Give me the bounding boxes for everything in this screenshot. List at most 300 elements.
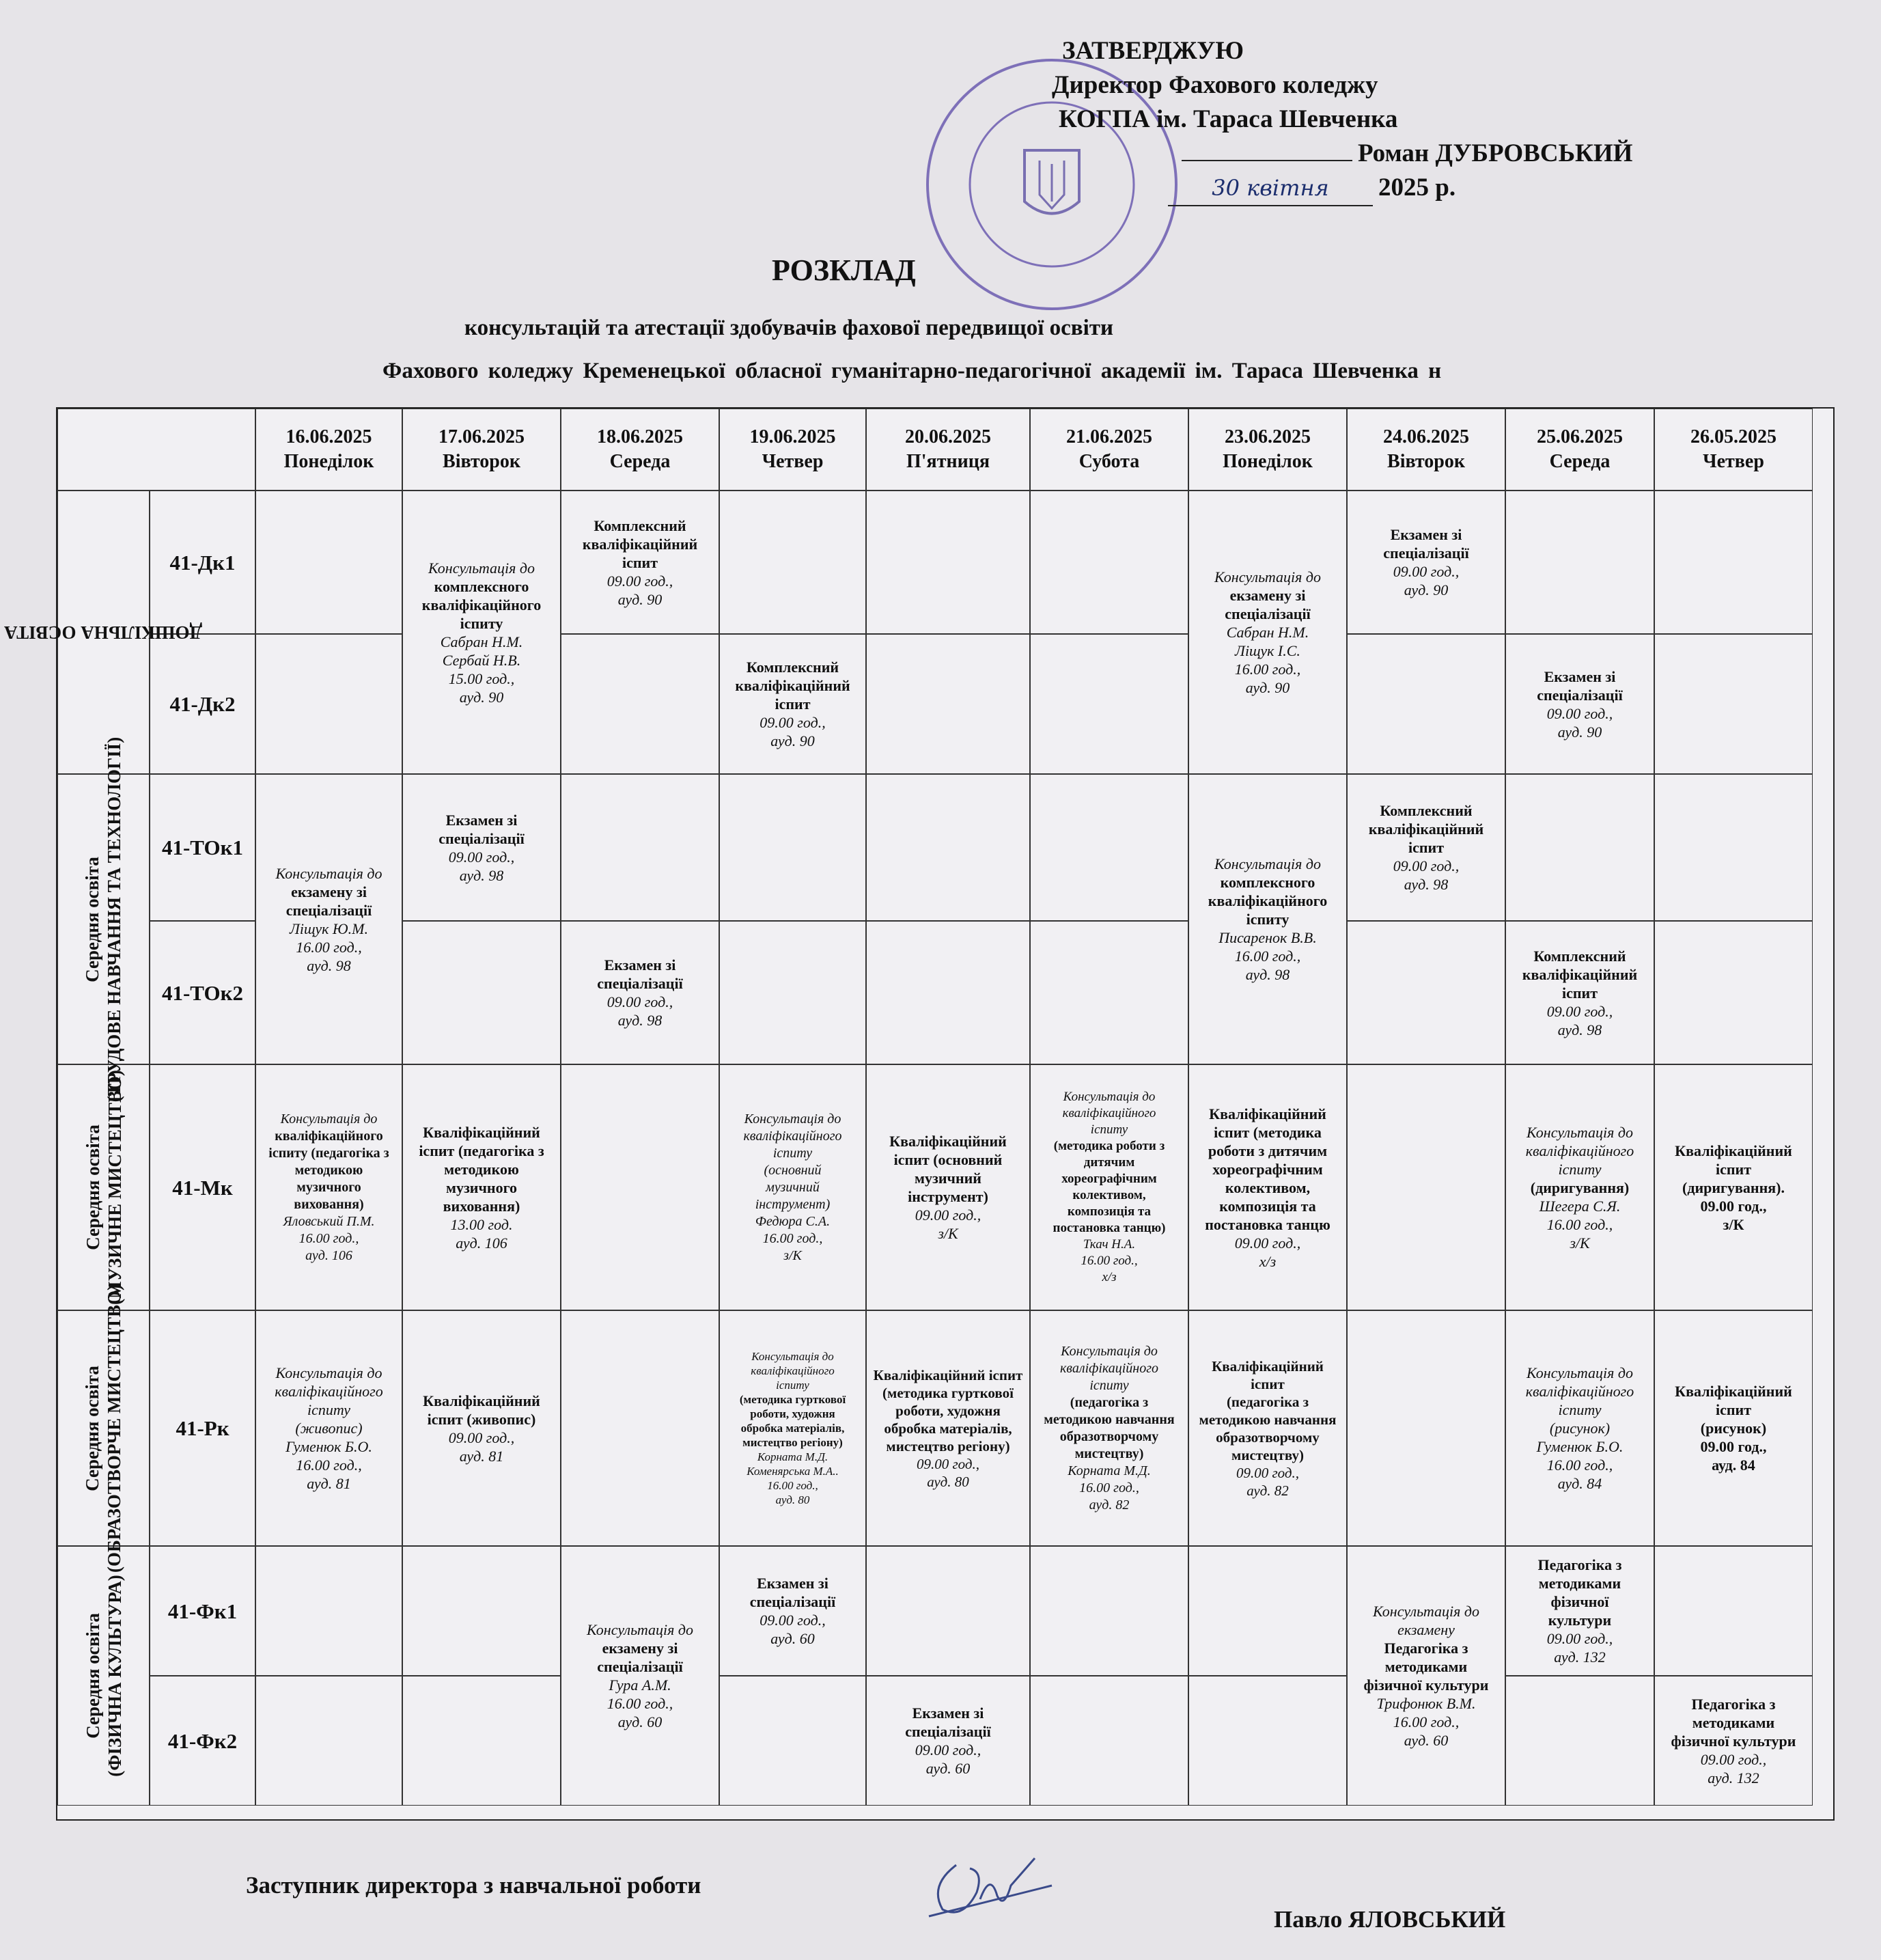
date-header: 26.05.2025 Четвер (1654, 409, 1813, 491)
empty-cell (1030, 774, 1188, 921)
event-line: спеціалізації (749, 1593, 836, 1610)
schedule-event (719, 1546, 866, 1676)
empty-cell (1654, 774, 1813, 921)
event-line: (диригування). (1682, 1178, 1785, 1196)
event-line: мистецтву) (1231, 1446, 1304, 1463)
event-line: колективом, (1225, 1178, 1311, 1196)
event-line: іспит (основний (893, 1151, 1003, 1168)
event-line: 09.00 год., (1700, 1197, 1767, 1215)
schedule-event (1188, 774, 1347, 1064)
schedule-event (402, 1310, 561, 1546)
event-line: Кваліфікаційний (1675, 1142, 1792, 1159)
event-line: Консультація до (280, 1111, 378, 1127)
empty-cell (1505, 1676, 1654, 1806)
event-line: екзамену зі (1229, 587, 1306, 604)
event-line: ауд. 98 (459, 866, 504, 884)
footer-name: Павло ЯЛОВСЬКИЙ (1274, 1906, 1506, 1933)
event-line: Писаренок В.В. (1218, 929, 1317, 946)
event-line: (педагогіка з (1226, 1393, 1309, 1410)
event-line: 16.00 год., (296, 938, 362, 956)
schedule-event (866, 1676, 1030, 1806)
event-line: х/з (1102, 1270, 1117, 1284)
event-line: іспит (1408, 839, 1445, 856)
event-line: ауд. 82 (1246, 1482, 1289, 1499)
event-line: Консультація до (1061, 1343, 1158, 1359)
event-line: Консультація до (1214, 855, 1321, 872)
event-line: Кваліфікаційний (889, 1133, 1007, 1150)
event-line: 16.00 год., (767, 1479, 818, 1492)
event-line: кваліфікаційного (751, 1364, 835, 1377)
empty-cell (402, 1676, 561, 1806)
event-line: іспит (775, 695, 811, 713)
group-label: 41-ТОк2 (150, 921, 255, 1064)
empty-cell (1505, 774, 1654, 921)
event-line: спеціалізації (1537, 686, 1623, 704)
schedule-event (719, 1310, 866, 1546)
event-line: колективом, (1072, 1188, 1146, 1202)
empty-cell (1030, 1676, 1188, 1806)
event-line: 09.00 год., (915, 1741, 981, 1758)
event-line: комплексного (434, 577, 529, 595)
schedule-event (866, 1310, 1030, 1546)
event-line: іспиту (педагогіка з (268, 1145, 389, 1161)
event-line: (методика гурткової (882, 1384, 1014, 1401)
approval-heading: ЗАТВЕРДЖУЮ (1062, 37, 1244, 65)
event-line: Консультація до (275, 1364, 382, 1381)
event-line: 16.00 год., (1546, 1457, 1613, 1474)
event-line: композиція та (1067, 1204, 1152, 1219)
event-line: (рисунок) (1549, 1420, 1611, 1437)
date-header: 17.06.2025 Вівторок (402, 409, 561, 491)
title-institution: Фахового коледжу Кременецької обласної гуманітарно-педагогічної академії ім. Тараса Шевченка н (382, 359, 1442, 383)
empty-cell (1654, 921, 1813, 1064)
event-line: кваліфікаційного (275, 1128, 383, 1144)
event-line: Консультація до (744, 1111, 841, 1127)
event-line: іспит (живопис) (427, 1410, 536, 1428)
event-line: Ліщук І.С. (1235, 642, 1300, 659)
event-line: ауд. 90 (1404, 581, 1449, 598)
event-line: обробка матеріалів, (740, 1422, 845, 1435)
empty-cell (719, 774, 866, 921)
group-label: 41-Фк2 (150, 1676, 255, 1806)
event-line: кваліфікаційного (1525, 1383, 1634, 1400)
event-line: Екзамен зі (445, 811, 518, 829)
event-line: іспиту (460, 614, 503, 632)
schedule-event (1347, 774, 1505, 921)
signature (915, 1845, 1065, 1927)
specialty-label: Середня освіта (ТРУДОВЕ НАВЧАННЯ ТА ТЕХНОЛОГІЇ) (57, 774, 150, 1064)
specialty-label: Середня освіта (ОБРАЗОТВОРЧЕ МИСТЕЦТВО) (57, 1310, 150, 1546)
event-line: іспит (методика (1214, 1123, 1322, 1141)
event-line: ауд. 132 (1708, 1769, 1759, 1786)
approval-day: 30 квітня (1168, 171, 1373, 206)
schedule-event (255, 1310, 402, 1546)
event-line: Сабран Н.М. (1226, 624, 1309, 641)
event-line: Кваліфікаційний (423, 1123, 540, 1141)
specialty-label: Середня освіта (МУЗИЧНЕ МИСТЕЦТВО) (57, 1064, 150, 1310)
specialty-label: ДОШКІЛЬНА ОСВІТА (57, 491, 150, 774)
empty-cell (255, 1546, 402, 1676)
empty-cell (866, 1546, 1030, 1676)
schedule-event (402, 1064, 561, 1310)
schedule-event (866, 1064, 1030, 1310)
event-line: ауд. 84 (1712, 1457, 1755, 1474)
title-subtitle: консультацій та атестації здобувачів фахової передвищої освіти (464, 316, 1113, 340)
event-line: іспиту (307, 1401, 350, 1418)
event-line: 09.00 год., (1700, 1750, 1767, 1768)
event-line: кваліфікаційного (421, 596, 542, 613)
event-line: Корната М.Д. (757, 1450, 828, 1463)
event-line: музичного (296, 1179, 361, 1195)
date-header: 25.06.2025 Середа (1505, 409, 1654, 491)
schedule-event (255, 1064, 402, 1310)
event-line: кваліфікаційний (1368, 820, 1484, 838)
approval-date-line (1031, 171, 1646, 206)
event-line: іспиту (1090, 1122, 1128, 1137)
event-line: іспиту (1558, 1160, 1602, 1178)
event-line: хореографічним (1212, 1160, 1323, 1178)
schedule-event (719, 634, 866, 774)
event-line: кваліфікаційний (582, 535, 698, 553)
group-label: 41-Дк2 (150, 634, 255, 774)
event-line: Консультація до (1063, 1090, 1156, 1104)
event-line: (основний (764, 1162, 822, 1178)
schedule-event (1188, 1310, 1347, 1546)
empty-cell (561, 1064, 719, 1310)
event-line: 09.00 год., (915, 1206, 981, 1224)
event-line: іспит (1561, 984, 1598, 1002)
event-line: 09.00 год., (448, 1428, 515, 1446)
event-line: іспит (1715, 1401, 1752, 1418)
event-line: кваліфікаційний (1522, 965, 1638, 983)
event-line: іспит (1715, 1160, 1752, 1178)
event-line: фізичної (1550, 1593, 1609, 1610)
empty-cell (1654, 491, 1813, 634)
event-line: постановка танцю) (1053, 1221, 1166, 1235)
event-line: виховання) (443, 1197, 520, 1215)
event-line: 09.00 год., (1234, 1234, 1301, 1252)
approval-signature-line (1031, 137, 1646, 171)
event-line: образотворчому (1059, 1428, 1159, 1444)
event-line: музичного (445, 1178, 518, 1196)
schedule-event (1188, 491, 1347, 774)
event-line: мистецтву) (1074, 1446, 1144, 1461)
event-line: 09.00 год., (1546, 704, 1613, 722)
event-line: Екзамен зі (912, 1704, 984, 1722)
event-line: Консультація до (587, 1621, 693, 1638)
event-line: Екзамен зі (1544, 667, 1616, 685)
event-line: 16.00 год., (1234, 948, 1301, 965)
event-line: 09.00 год., (1546, 1630, 1613, 1647)
approval-position: Директор Фахового коледжу (1052, 71, 1378, 99)
empty-cell (561, 774, 719, 921)
event-line: спеціалізації (1383, 544, 1469, 562)
empty-cell (1188, 1676, 1347, 1806)
event-line: ауд. 60 (770, 1630, 815, 1647)
event-line: спеціалізації (597, 975, 683, 992)
event-line: 16.00 год., (1079, 1480, 1139, 1495)
event-line: спеціалізації (1225, 605, 1311, 622)
event-line: методиками (1384, 1658, 1468, 1675)
empty-cell (1347, 1310, 1505, 1546)
approval-block (1031, 34, 1646, 206)
schedule-table (4, 407, 1835, 1821)
schedule-event (1347, 491, 1505, 634)
schedule-event (402, 774, 561, 921)
title-main: РОЗКЛАД (772, 253, 916, 287)
event-line: культури (1548, 1612, 1612, 1629)
event-line: Екзамен зі (604, 956, 676, 974)
event-line: з/К (938, 1225, 958, 1242)
empty-cell (866, 774, 1030, 921)
schedule-event (1347, 1546, 1505, 1806)
empty-cell (866, 921, 1030, 1064)
approval-name: Роман ДУБРОВСЬКИЙ (1358, 139, 1633, 167)
event-line: Кваліфікаційний іспит (873, 1366, 1023, 1383)
event-line: іспит (1251, 1375, 1285, 1392)
event-line: Комплексний (594, 516, 686, 534)
date-header: 18.06.2025 Середа (561, 409, 719, 491)
event-line: Яловський П.М. (283, 1213, 375, 1229)
event-line: (методика гурткової (739, 1393, 846, 1406)
event-line: кваліфікаційного (1059, 1360, 1159, 1376)
event-line: 09.00 год., (1700, 1438, 1767, 1455)
event-line: 09.00 год., (607, 993, 673, 1010)
empty-cell (719, 1676, 866, 1806)
empty-cell (866, 634, 1030, 774)
event-line: спеціалізації (285, 901, 372, 919)
empty-cell (1347, 634, 1505, 774)
event-line: Консультація до (275, 864, 382, 882)
event-line: Екзамен зі (757, 1575, 828, 1592)
event-line: (живопис) (295, 1420, 363, 1437)
footer-position: Заступник директора з навчальної роботи (246, 1872, 701, 1899)
event-line: екзамену (1397, 1621, 1455, 1638)
event-line: виховання) (294, 1196, 364, 1212)
schedule-event (561, 1546, 719, 1806)
event-line: ауд. 80 (775, 1493, 810, 1506)
event-line: іспит (педагогіка з (419, 1142, 544, 1159)
event-line: Консультація до (1214, 568, 1321, 585)
event-line: 09.00 год., (1546, 1002, 1613, 1020)
event-line: ауд. 80 (927, 1473, 969, 1490)
event-line: з/К (783, 1247, 802, 1263)
event-line: методикою (444, 1160, 519, 1178)
event-line: з/К (1723, 1215, 1744, 1233)
event-line: методиками (1692, 1713, 1775, 1731)
empty-cell (255, 1676, 402, 1806)
schedule-event (719, 1064, 866, 1310)
event-line: іспиту (772, 1145, 813, 1161)
empty-cell (1505, 491, 1654, 634)
date-header: 19.06.2025 Четвер (719, 409, 866, 491)
schedule-event (561, 921, 719, 1064)
schedule-event (1505, 921, 1654, 1064)
event-line: ауд. 98 (307, 956, 351, 974)
event-line: композиція та (1219, 1197, 1316, 1215)
event-line: спеціалізації (905, 1723, 991, 1740)
event-line: ауд. 98 (1404, 876, 1449, 893)
event-line: 09.00 год., (760, 714, 826, 731)
event-line: ауд. 90 (459, 688, 504, 706)
event-line: Кваліфікаційний (1209, 1105, 1326, 1122)
group-label: 41-Дк1 (150, 491, 255, 634)
event-line: Гура А.М. (609, 1676, 671, 1694)
event-line: ауд. 98 (617, 1012, 663, 1029)
event-line: 09.00 год., (448, 848, 515, 866)
empty-cell (719, 921, 866, 1064)
event-line: іспиту (776, 1379, 809, 1392)
event-line: кваліфікаційного (1525, 1142, 1634, 1159)
event-line: музичний (766, 1179, 820, 1195)
schedule-event (255, 774, 402, 1064)
event-line: Шегера С.Я. (1539, 1197, 1621, 1215)
empty-cell (1188, 1546, 1347, 1676)
event-line: ауд. 106 (305, 1247, 352, 1263)
event-line: фізичної культури (1363, 1676, 1489, 1694)
event-line: екзамену зі (602, 1640, 678, 1657)
empty-cell (1654, 634, 1813, 774)
schedule-event (1654, 1676, 1813, 1806)
event-line: Трифонюк В.М. (1376, 1695, 1476, 1712)
event-line: хореографічним (1061, 1172, 1157, 1186)
date-header: 23.06.2025 Понеділок (1188, 409, 1347, 491)
date-header: 24.06.2025 Вівторок (1347, 409, 1505, 491)
date-header: 21.06.2025 Субота (1030, 409, 1188, 491)
empty-cell (561, 1310, 719, 1546)
event-line: дитячим (1083, 1155, 1135, 1170)
event-line: Кваліфікаційний (1212, 1357, 1324, 1375)
event-line: обробка матеріалів, (884, 1420, 1012, 1437)
event-line: 13.00 год. (450, 1215, 513, 1233)
event-line: 16.00 год., (1393, 1713, 1460, 1730)
group-label: 41-Рк (150, 1310, 255, 1546)
empty-cell (1030, 491, 1188, 634)
empty-cell (402, 921, 561, 1064)
schedule-event (1505, 1064, 1654, 1310)
empty-cell (1030, 921, 1188, 1064)
date-header: 20.06.2025 П'ятниця (866, 409, 1030, 491)
event-line: ауд. 90 (1557, 723, 1602, 741)
event-line: Комплексний (1533, 947, 1626, 965)
event-line: роботи, художня (895, 1402, 1001, 1419)
event-line: ауд. 60 (1404, 1732, 1449, 1749)
event-line: екзамену зі (291, 883, 367, 900)
event-line: (методика роботи з (1053, 1139, 1165, 1153)
event-line: ауд. 90 (1245, 679, 1290, 696)
event-line: з/К (1570, 1234, 1590, 1252)
event-line: ауд. 106 (456, 1234, 507, 1252)
event-line: Консультація до (751, 1350, 834, 1363)
event-line: Корната М.Д. (1068, 1463, 1151, 1478)
empty-cell (719, 491, 866, 634)
group-label: 41-ТОк1 (150, 774, 255, 921)
event-line: образотворчому (1216, 1428, 1320, 1446)
specialty-label: Середня освіта (ФІЗИЧНА КУЛЬТУРА) (57, 1546, 150, 1806)
empty-cell (561, 634, 719, 774)
event-line: Консультація до (1527, 1123, 1633, 1141)
header-corner (57, 409, 255, 491)
event-line: 16.00 год., (296, 1457, 362, 1474)
schedule-event (1505, 634, 1654, 774)
event-line: 09.00 год., (760, 1612, 826, 1629)
empty-cell (1347, 1064, 1505, 1310)
schedule-event (1030, 1064, 1188, 1310)
event-line: 16.00 год., (298, 1230, 359, 1246)
schedule-event (1505, 1310, 1654, 1546)
group-label: 41-Мк (150, 1064, 255, 1310)
empty-cell (866, 491, 1030, 634)
event-line: іспиту (1089, 1377, 1129, 1393)
empty-cell (255, 634, 402, 774)
event-line: постановка танцю (1205, 1215, 1330, 1233)
event-line: методикою навчання (1044, 1411, 1175, 1427)
event-line: Екзамен зі (1390, 526, 1462, 543)
schedule-event (1188, 1064, 1347, 1310)
event-line: роботи, художня (750, 1407, 835, 1420)
empty-cell (1030, 634, 1188, 774)
event-line: х/з (1259, 1252, 1277, 1270)
event-line: Педагогіка з (1691, 1695, 1776, 1713)
event-line: ауд. 90 (617, 590, 663, 608)
empty-cell (1347, 921, 1505, 1064)
event-line: Комплексний (1380, 802, 1473, 819)
schedule-event (561, 491, 719, 634)
event-line: Кваліфікаційний (1675, 1383, 1792, 1400)
empty-cell (402, 1546, 561, 1676)
schedule-event (1654, 1310, 1813, 1546)
group-label: 41-Фк1 (150, 1546, 255, 1676)
event-line: кваліфікаційний (735, 677, 850, 694)
event-line: спеціалізації (597, 1658, 683, 1675)
event-line: іспиту (1558, 1401, 1602, 1418)
event-line: Ліщук Ю.М. (290, 920, 368, 937)
event-line: методиками (1538, 1575, 1621, 1592)
event-line: Педагогіка з (1537, 1556, 1622, 1573)
event-line: Кваліфікаційний (423, 1392, 540, 1409)
event-line: ауд. 60 (925, 1760, 971, 1777)
event-line: методикою (294, 1162, 363, 1178)
event-line: 16.00 год., (607, 1695, 673, 1712)
event-line: ауд. 98 (1557, 1021, 1602, 1038)
event-line: Консультація до (428, 559, 535, 577)
event-line: Сабран Н.М. (440, 633, 523, 650)
event-line: 09.00 год., (1236, 1464, 1300, 1481)
event-line: інструмент) (755, 1196, 831, 1212)
schedule-event (1505, 1546, 1654, 1676)
approval-year: 2025 р. (1378, 174, 1456, 202)
event-line: ауд. 81 (459, 1447, 504, 1465)
event-line: музичний (915, 1170, 981, 1187)
event-line: 09.00 год., (916, 1455, 980, 1472)
event-line: Коменярська М.А.. (747, 1465, 839, 1478)
event-line: Сербай Н.В. (442, 651, 521, 669)
empty-cell (1030, 1546, 1188, 1676)
event-line: 09.00 год., (607, 572, 673, 590)
event-line: ауд. 132 (1554, 1648, 1606, 1666)
event-line: Педагогіка з (1384, 1640, 1468, 1657)
schedule-event (1030, 1310, 1188, 1546)
event-line: 09.00 год., (1393, 563, 1460, 580)
event-line: (педагогіка з (1070, 1394, 1149, 1410)
event-line: кваліфікаційного (1062, 1106, 1156, 1120)
event-line: ауд. 84 (1557, 1475, 1602, 1492)
event-line: кваліфікаційного (275, 1383, 383, 1400)
event-line: ауд. 82 (1089, 1497, 1130, 1513)
event-line: ауд. 98 (1245, 966, 1290, 983)
event-line: ауд. 60 (617, 1713, 663, 1730)
event-line: ауд. 81 (307, 1475, 351, 1492)
